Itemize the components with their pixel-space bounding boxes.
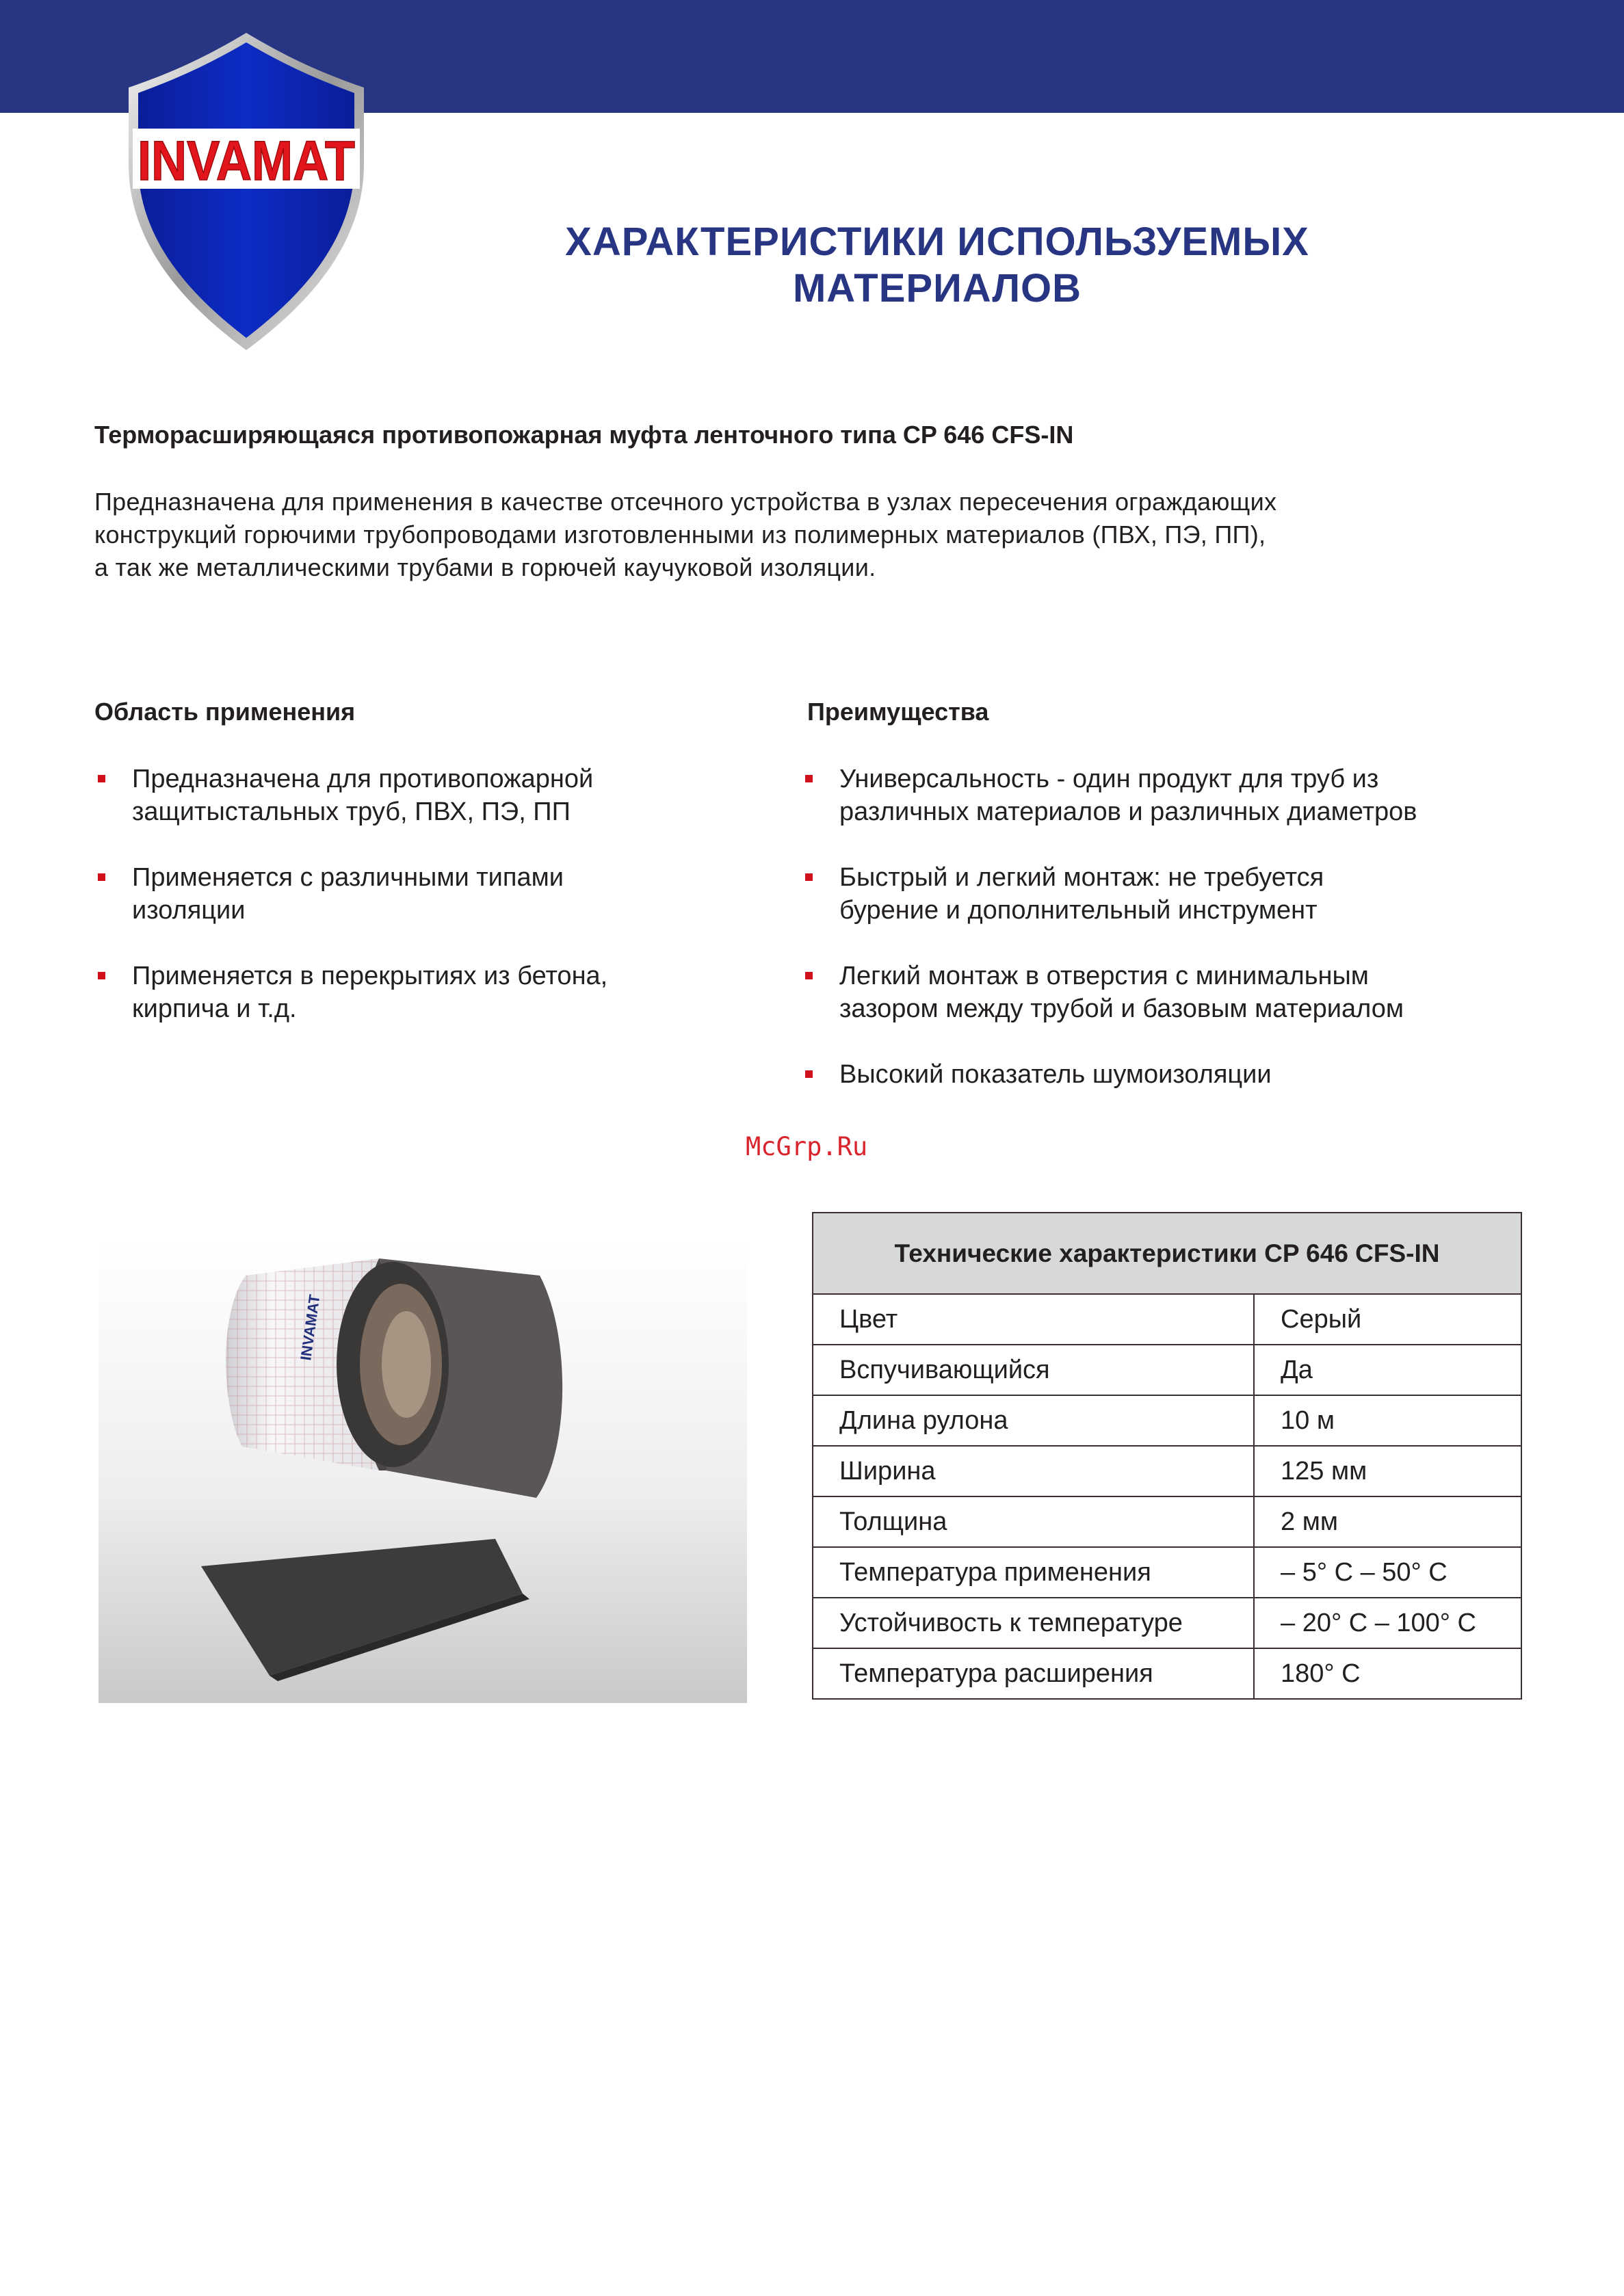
spec-value: Серый bbox=[1254, 1294, 1521, 1345]
list-item: Быстрый и легкий монтаж: не требуется бурение и дополнительный инструмент bbox=[802, 861, 1568, 927]
list-item: Предназначена для противопожарной защитыстальных труб, ПВХ, ПЭ, ПП bbox=[94, 763, 724, 828]
spec-name: Длина рулона bbox=[813, 1395, 1254, 1446]
watermark[interactable]: McGrp.Ru bbox=[746, 1132, 868, 1161]
spec-name: Цвет bbox=[813, 1294, 1254, 1345]
spec-name: Вспучивающийся bbox=[813, 1345, 1254, 1395]
spec-table bbox=[812, 1212, 1522, 1700]
list-item: Применяется с различными типами изоляции bbox=[94, 861, 724, 927]
table-row bbox=[813, 1496, 1521, 1547]
table-row bbox=[813, 1395, 1521, 1446]
description-line: а так же металлическими трубами в горючей каучуковой изоляции. bbox=[94, 553, 876, 581]
table-row bbox=[813, 1598, 1521, 1648]
bullet-icon bbox=[98, 873, 105, 881]
bullet-icon bbox=[805, 1070, 813, 1078]
spec-table-title: Технические характеристики CP 646 CFS-IN bbox=[813, 1213, 1521, 1294]
roll-brand-label: INVAMAT bbox=[297, 1293, 324, 1362]
product-description bbox=[94, 486, 1531, 584]
table-row bbox=[813, 1648, 1521, 1699]
advantages-heading: Преимущества bbox=[807, 698, 989, 726]
description-line: Предназначена для применения в качестве отсечного устройства в узлах пересечения ограждающих bbox=[94, 488, 1277, 516]
spec-value: 10 м bbox=[1254, 1395, 1521, 1446]
table-row bbox=[813, 1345, 1521, 1395]
spec-value: 180° С bbox=[1254, 1648, 1521, 1699]
table-row bbox=[813, 1547, 1521, 1598]
list-item: Легкий монтаж в отверстия с минимальным зазором между трубой и базовым материалом bbox=[802, 960, 1568, 1025]
bullet-icon bbox=[98, 775, 105, 782]
bullet-icon bbox=[805, 873, 813, 881]
spec-value: 125 мм bbox=[1254, 1446, 1521, 1496]
bullet-icon bbox=[805, 972, 813, 979]
application-list bbox=[94, 763, 724, 1058]
table-row bbox=[813, 1446, 1521, 1496]
list-item: Высокий показатель шумоизоляции bbox=[802, 1058, 1568, 1091]
spec-value: Да bbox=[1254, 1345, 1521, 1395]
advantages-list bbox=[802, 763, 1568, 1124]
spec-value: 2 мм bbox=[1254, 1496, 1521, 1547]
list-item: Универсальность - один продукт для труб из различных материалов и различных диаметров bbox=[802, 763, 1568, 828]
page-title-line: ХАРАКТЕРИСТИКИ ИСПОЛЬЗУЕМЫХ bbox=[565, 220, 1309, 264]
spec-name: Ширина bbox=[813, 1446, 1254, 1496]
bullet-icon bbox=[805, 775, 813, 782]
spec-name: Температура применения bbox=[813, 1547, 1254, 1598]
spec-name: Толщина bbox=[813, 1496, 1254, 1547]
page-title-line: МАТЕРИАЛОВ bbox=[792, 266, 1082, 311]
spec-name: Устойчивость к температуре bbox=[813, 1598, 1254, 1648]
table-row bbox=[813, 1294, 1521, 1345]
spec-value: – 5° С – 50° С bbox=[1254, 1547, 1521, 1598]
spec-value: – 20° С – 100° С bbox=[1254, 1598, 1521, 1648]
list-item: Применяется в перекрытиях из бетона, кирпича и т.д. bbox=[94, 960, 724, 1025]
spec-name: Температура расширения bbox=[813, 1648, 1254, 1699]
product-heading: Терморасширяющаяся противопожарная муфта ленточного типа CP 646 CFS-IN bbox=[94, 421, 1074, 449]
invamat-shield-logo bbox=[123, 27, 369, 356]
bullet-icon bbox=[98, 972, 105, 979]
application-heading: Область применения bbox=[94, 698, 356, 726]
description-line: конструкций горючими трубопроводами изготовленными из полимерных материалов (ПВХ, ПЭ, ПП), bbox=[94, 520, 1266, 549]
tape-roll-photo bbox=[99, 1238, 747, 1703]
page-title bbox=[479, 219, 1396, 312]
logo-wordmark: INVAMAT bbox=[137, 130, 355, 192]
